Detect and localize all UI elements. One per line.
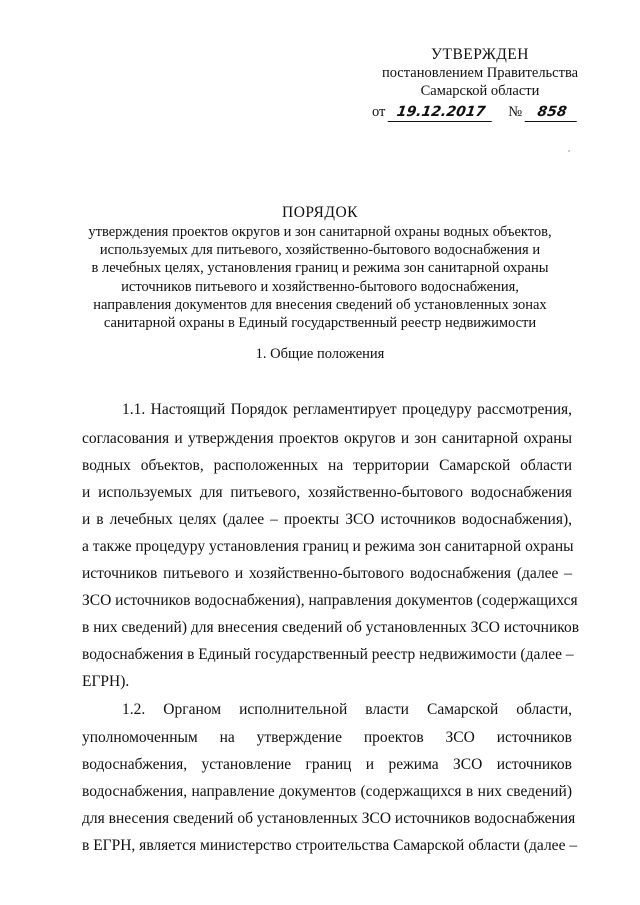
handwritten-number: 858	[524, 103, 579, 122]
handwritten-date: 19.12.2017	[388, 103, 495, 122]
paragraph-line: и используемых для питьевого, хозяйственно-бытового водоснабжения	[82, 484, 572, 501]
approval-heading: УТВЕРЖДЕН	[431, 46, 529, 63]
approval-stamp-block	[360, 46, 600, 122]
paragraph-line: источников питьевого и хозяйственно-бытового водоснабжения (далее –	[82, 565, 572, 582]
paragraph-line: в них сведений) для внесения сведений об установленных ЗСО источников	[82, 619, 580, 636]
paragraph-line: 1.2. Органом исполнительной власти Самарской области,	[122, 701, 572, 718]
paragraph-line: водных объектов, расположенных на территории Самарской области	[82, 457, 572, 474]
paragraph-line: водоснабжения, направление документов (содержащихся в них сведений)	[82, 783, 572, 800]
paragraph-line: водоснабжения, установление границ и режима ЗСО источников	[82, 756, 572, 773]
paragraph-line: и в лечебных целях (далее – проекты ЗСО источников водоснабжения),	[82, 511, 572, 528]
subtitle-line: санитарной охраны в Единый государственный реестр недвижимости	[103, 315, 537, 332]
paragraph-line: для внесения сведений об установленных ЗСО источников водоснабжения	[82, 810, 576, 827]
paragraph-line: ЗСО источников водоснабжения), направления документов (содержащихся	[82, 592, 578, 609]
subtitle-line: источников питьевого и хозяйственно-бытового водоснабжения,	[121, 278, 519, 295]
paragraph-line: согласования и утверждения проектов округов и зон санитарной охраны	[82, 430, 572, 447]
paragraph-line: водоснабжения в Единый государственный реестр недвижимости (далее –	[82, 646, 574, 663]
paragraph-line: 1.1. Настоящий Порядок регламентирует процедуру рассмотрения,	[122, 401, 572, 418]
document-subtitle	[60, 223, 580, 332]
section-heading: 1. Общие положения	[255, 346, 385, 362]
number-label: №	[508, 104, 523, 120]
approval-line-2: Самарской области	[420, 83, 540, 99]
subtitle-line: утверждения проектов округов и зон санитарной охраны водных объектов,	[88, 224, 552, 240]
subtitle-line: направления документов для внесения сведений об установленных зонах	[93, 296, 547, 313]
from-label: от	[372, 104, 386, 120]
paragraph-line: ЕГРН).	[82, 673, 130, 690]
paragraph-line: в ЕГРН, является министерство строительства Самарской области (далее –	[82, 837, 578, 854]
document-title: ПОРЯДОК	[282, 204, 358, 221]
subtitle-line: используемых для питьевого, хозяйственно-бытового водоснабжения и	[99, 242, 541, 259]
scan-speck	[568, 150, 570, 152]
approval-line-1: постановлением Правительства	[381, 65, 579, 81]
paragraph-line: уполномоченным на утверждение проектов ЗСО источников	[82, 729, 572, 746]
paragraph-line: а также процедуру установления границ и режима зон санитарной охраны	[82, 538, 574, 555]
approval-date-number-row	[360, 103, 600, 122]
subtitle-line: в лечебных целях, установления границ и режима зон санитарной охраны	[91, 260, 549, 277]
